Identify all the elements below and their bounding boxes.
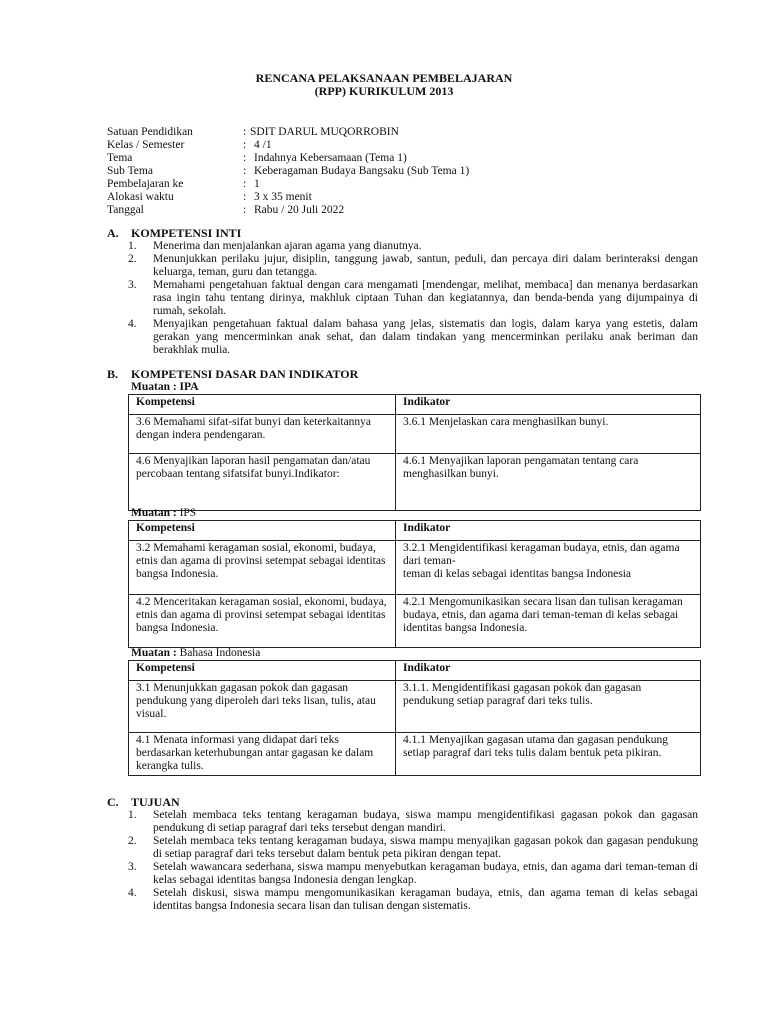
kompetensi-cell: 3.1 Menunjukkan gagasan pokok dan gagasan pendukung yang diperoleh dari teks lisan, tulis, atau visual. bbox=[129, 681, 396, 733]
list-number: 1. bbox=[128, 240, 137, 252]
table-header-row bbox=[129, 395, 701, 415]
list-text: Setelah wawancara sederhana, siswa mampu menyebutkan keragaman budaya, etnis, dan agama dari teman-teman di kelas sebagai identitas bangsa Indonesia dengan lengkap. bbox=[153, 861, 698, 886]
identity-row bbox=[107, 178, 587, 191]
section-a-heading bbox=[107, 227, 241, 240]
table-row bbox=[129, 415, 701, 454]
table-header-kompetensi: Kompetensi bbox=[129, 521, 396, 541]
muatan-label-bold: Muatan : bbox=[131, 647, 177, 659]
list-text: Menunjukkan perilaku jujur, disiplin, tanggung jawab, santun, peduli, dan percaya diri dalam berinteraksi dengan keluarga, teman, guru dan tetangga. bbox=[153, 253, 698, 278]
table-header-row bbox=[129, 521, 701, 541]
document-subtitle: (RPP) KURIKULUM 2013 bbox=[314, 84, 454, 98]
table-row bbox=[129, 733, 701, 776]
muatan-ips-label bbox=[131, 507, 196, 520]
identity-label: Pembelajaran ke bbox=[107, 178, 184, 190]
identity-separator: : bbox=[243, 191, 247, 203]
table-row bbox=[129, 454, 701, 511]
identity-value: Keberagaman Budaya Bangsaku (Sub Tema 1) bbox=[254, 165, 470, 177]
section-letter: B. bbox=[107, 367, 119, 381]
identity-row bbox=[107, 191, 587, 204]
identity-row bbox=[107, 126, 587, 139]
section-title: KOMPETENSI DASAR DAN INDIKATOR bbox=[131, 367, 359, 381]
list-number: 4. bbox=[128, 318, 137, 330]
section-title: KOMPETENSI INTI bbox=[131, 226, 242, 240]
list-text: Setelah membaca teks tentang keragaman budaya, siswa mampu mengidentifikasi gagasan pokok dan gagasan pendukung di setiap paragraf dari teks tersebut dengan mandiri. bbox=[153, 809, 698, 834]
list-number: 3. bbox=[128, 861, 137, 873]
table-row bbox=[129, 595, 701, 648]
identity-separator: : bbox=[243, 204, 247, 216]
list-text: Setelah diskusi, siswa mampu mengomunikasikan keragaman budaya, etnis, dan agama teman di kelas sebagai identitas bangsa Indonesia secara lisan dan tulisan dengan sistematis. bbox=[153, 887, 698, 912]
kompetensi-inti-list bbox=[128, 240, 698, 357]
muatan-label-subject: IPS bbox=[176, 507, 197, 519]
identity-label: Kelas / Semester bbox=[107, 139, 185, 151]
identity-row bbox=[107, 139, 587, 152]
list-item bbox=[128, 279, 698, 318]
list-item bbox=[128, 809, 698, 835]
identity-label: Alokasi waktu bbox=[107, 191, 174, 203]
identity-separator: : bbox=[243, 126, 247, 138]
identity-separator: : bbox=[243, 139, 247, 151]
section-b-heading bbox=[107, 368, 358, 381]
identity-row bbox=[107, 152, 587, 165]
list-text: Menyajikan pengetahuan faktual dalam bahasa yang jelas, sistematis dan logis, dalam karya yang estetis, dalam gerakan yang mencerminkan anak sehat, dan dalam tindakan yang mencerminkan perilaku anak beriman dan berakhlak mulia. bbox=[153, 318, 698, 356]
ips-table bbox=[128, 520, 701, 648]
muatan-label-bold: Muatan : bbox=[131, 507, 177, 519]
kompetensi-cell: 4.6 Menyajikan laporan hasil pengamatan dan/atau percobaan tentang sifatsifat bunyi.Indikator: bbox=[129, 454, 396, 511]
bahasa-indonesia-table bbox=[128, 660, 701, 776]
indikator-cell: 4.6.1 Menyajikan laporan pengamatan tentang cara menghasilkan bunyi. bbox=[396, 454, 701, 511]
list-number: 2. bbox=[128, 835, 137, 847]
identity-value: 4 /1 bbox=[254, 139, 272, 151]
list-number: 1. bbox=[128, 809, 137, 821]
section-title: TUJUAN bbox=[131, 795, 180, 809]
table-header-kompetensi: Kompetensi bbox=[129, 661, 396, 681]
identity-label: Sub Tema bbox=[107, 165, 153, 177]
kompetensi-cell: 4.2 Menceritakan keragaman sosial, ekonomi, budaya, etnis dan agama di provinsi setempat sebagai identitas bangsa Indonesia. bbox=[129, 595, 396, 648]
indikator-cell: 3.1.1. Mengidentifikasi gagasan pokok dan gagasan pendukung setiap paragraf dari teks tulis. bbox=[396, 681, 701, 733]
list-item bbox=[128, 835, 698, 861]
identity-block bbox=[107, 126, 587, 217]
table-header-indikator: Indikator bbox=[396, 395, 701, 415]
table-header-indikator: Indikator bbox=[396, 521, 701, 541]
list-text: Setelah membaca teks tentang keragaman budaya, siswa mampu menyajikan gagasan pokok dan gagasan pendukung di setiap paragraf dari teks tersebut dalam bentuk peta pikiran dengan tepat. bbox=[153, 835, 698, 860]
indikator-cell: 4.2.1 Mengomunikasikan secara lisan dan tulisan keragaman budaya, etnis, dan agama dari teman-teman di kelas sebagai identitas bangsa Indonesia. bbox=[396, 595, 701, 648]
indikator-cell: 4.1.1 Menyajikan gagasan utama dan gagasan pendukung setiap paragraf dari teks tulis dalam bentuk peta pikiran. bbox=[396, 733, 701, 776]
tujuan-list bbox=[128, 809, 698, 913]
list-number: 4. bbox=[128, 887, 137, 899]
ipa-table bbox=[128, 394, 701, 511]
kompetensi-cell: 3.2 Memahami keragaman sosial, ekonomi, budaya, etnis dan agama di provinsi setempat sebagai identitas bangsa Indonesia. bbox=[129, 541, 396, 595]
indikator-line: 3.2.1 Mengidentifikasi keragaman budaya, etnis, dan agama dari teman- bbox=[403, 542, 680, 567]
identity-value: 1 bbox=[254, 178, 260, 190]
identity-label: Tema bbox=[107, 152, 133, 164]
identity-separator: : bbox=[243, 178, 247, 190]
list-text: Menerima dan menjalankan ajaran agama yang dianutnya. bbox=[153, 240, 422, 252]
section-letter: A. bbox=[107, 226, 119, 240]
list-item bbox=[128, 887, 698, 913]
table-row bbox=[129, 541, 701, 595]
indikator-cell bbox=[396, 541, 701, 595]
identity-row bbox=[107, 204, 587, 217]
list-number: 3. bbox=[128, 279, 137, 291]
list-item bbox=[128, 253, 698, 279]
list-number: 2. bbox=[128, 253, 137, 265]
section-c-heading bbox=[107, 796, 180, 809]
indikator-cell: 3.6.1 Menjelaskan cara menghasilkan bunyi. bbox=[396, 415, 701, 454]
muatan-label-text: Muatan : IPA bbox=[131, 381, 199, 393]
muatan-label-subject: Bahasa Indonesia bbox=[176, 647, 261, 659]
table-header-indikator: Indikator bbox=[396, 661, 701, 681]
muatan-ipa-label bbox=[131, 381, 199, 394]
identity-row bbox=[107, 165, 587, 178]
table-header-kompetensi: Kompetensi bbox=[129, 395, 396, 415]
identity-separator: : bbox=[243, 165, 247, 177]
table-header-row bbox=[129, 661, 701, 681]
document-title: RENCANA PELAKSANAAN PEMBELAJARAN bbox=[255, 71, 513, 85]
indikator-line: teman di kelas sebagai identitas bangsa Indonesia bbox=[403, 568, 632, 580]
identity-value: SDIT DARUL MUQORROBIN bbox=[250, 126, 399, 138]
list-item bbox=[128, 318, 698, 357]
kompetensi-cell: 3.6 Memahami sifat-sifat bunyi dan keterkaitannya dengan indera pendengaran. bbox=[129, 415, 396, 454]
list-item bbox=[128, 240, 698, 253]
identity-value: 3 x 35 menit bbox=[254, 191, 312, 203]
table-row bbox=[129, 681, 701, 733]
list-item bbox=[128, 861, 698, 887]
identity-value: Indahnya Kebersamaan (Tema 1) bbox=[254, 152, 407, 164]
list-text: Memahami pengetahuan faktual dengan cara mengamati [mendengar, melihat, membaca] dan menanya berdasarkan rasa ingin tahu tentang dirinya, makhluk ciptaan Tuhan dan kegiatannya, dan benda-benda yang dijumpainya di rumah, sekolah. bbox=[153, 279, 698, 317]
identity-label: Satuan Pendidikan bbox=[107, 126, 193, 138]
identity-value: Rabu / 20 Juli 2022 bbox=[254, 204, 345, 216]
section-letter: C. bbox=[107, 795, 119, 809]
identity-label: Tanggal bbox=[107, 204, 144, 216]
muatan-bahasa-indonesia-label bbox=[131, 647, 260, 660]
kompetensi-cell: 4.1 Menata informasi yang didapat dari teks berdasarkan keterhubungan antar gagasan ke dalam kerangka tulis. bbox=[129, 733, 396, 776]
identity-separator: : bbox=[243, 152, 247, 164]
